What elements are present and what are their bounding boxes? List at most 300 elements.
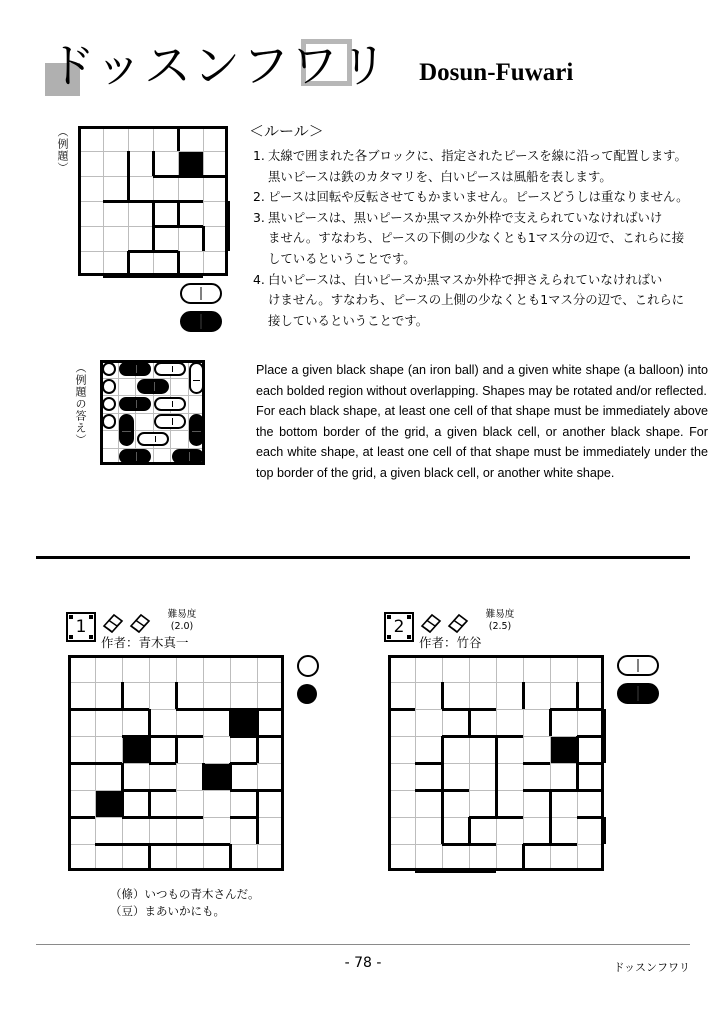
region-border [442,843,469,846]
grid-cell[interactable] [388,790,415,817]
piece-cell-divider [172,401,173,408]
example-grid [78,126,228,276]
grid-cell[interactable] [95,682,122,709]
region-border [256,709,259,736]
region-border [257,708,284,711]
grid-cell[interactable] [442,736,469,763]
grid-cell[interactable] [523,844,550,871]
grid-cell[interactable] [230,736,257,763]
grid-cell[interactable] [176,655,203,682]
piece-cell-divider [189,452,190,461]
grid-cell [128,126,153,151]
grid-cell[interactable] [469,655,496,682]
legend-piece [297,655,319,677]
grid-cell[interactable] [230,682,257,709]
grid-cell[interactable] [496,682,523,709]
piece-cell-divider [192,431,201,432]
grid-cell[interactable] [68,817,95,844]
grid-cell [203,226,228,251]
grid-cell[interactable] [415,817,442,844]
region-border [178,175,203,178]
grid-cell[interactable] [415,763,442,790]
grid-cell[interactable] [203,655,230,682]
grid-cell[interactable] [496,709,523,736]
grid-cell[interactable] [577,682,604,709]
grid-cell[interactable] [523,736,550,763]
region-border [256,817,259,844]
region-border [149,816,176,819]
grid-cell[interactable] [469,817,496,844]
grid-cell[interactable] [388,817,415,844]
answer-piece-white [154,362,186,377]
region-border [230,789,257,792]
region-border [549,817,552,844]
piece-black-circle-icon [297,684,317,704]
region-border [178,200,203,203]
grid-cell[interactable] [257,844,284,871]
grid-cell[interactable] [469,790,496,817]
region-border [257,735,284,738]
grid-cell[interactable] [176,682,203,709]
title-english: Dosun-Fuwari [419,59,574,86]
grid-cell[interactable] [442,763,469,790]
piece-cell-divider [201,287,202,300]
region-border [178,275,203,278]
region-border [549,709,552,736]
title-japanese [48,39,390,94]
legend-piece [617,683,659,704]
puzzle-1-author: 作者：青木真一 [101,635,189,650]
region-border [603,736,606,763]
puzzle-2-grid[interactable] [388,655,604,871]
grid-cell [128,201,153,226]
piece-white-domino-icon [617,655,659,676]
grid-cell [103,251,128,276]
grid-cell[interactable] [203,790,230,817]
rule-text: ピースは回転や反転させてもかまいません。ピースどうしは重なりません。 [268,189,689,205]
grid-cell[interactable] [68,763,95,790]
answer-piece-black [119,414,134,446]
region-border [496,735,523,738]
region-border [95,843,122,846]
piece-cell-divider [155,436,156,443]
region-border [441,763,444,790]
grid-cell[interactable] [577,736,604,763]
answer-piece-black [137,379,169,394]
region-border [152,151,155,176]
grid-cell [188,395,206,413]
grid-cell[interactable] [577,709,604,736]
region-border [577,762,604,765]
region-border [441,736,444,763]
region-border [441,817,444,844]
answer-piece-white [102,414,117,429]
grid-cell[interactable] [577,790,604,817]
grid-cell[interactable] [442,844,469,871]
grid-cell[interactable] [257,682,284,709]
grid-cell[interactable] [149,817,176,844]
grid-cell[interactable] [122,682,149,709]
grid-cell[interactable] [68,736,95,763]
grid-cell[interactable] [149,655,176,682]
grid-cell[interactable] [203,736,230,763]
rule-text: 黒いピースは、黒いピースか黒マスか外枠で支えられていなければいけ ません。すなわち、ピースの下側の少なくとも1マス分の辺で、これらに接 しているということです。 [268,209,685,266]
grid-cell [203,151,228,176]
grid-cell [203,176,228,201]
grid-cell[interactable] [122,763,149,790]
region-border [495,736,498,763]
region-border [149,762,176,765]
example-label: （例題） [56,126,69,174]
grid-cell[interactable] [523,709,550,736]
grid-cell [170,378,188,396]
grid-cell[interactable] [469,736,496,763]
title-japanese-text: ドッスンフワリ [48,39,390,94]
grid-cell[interactable] [257,763,284,790]
grid-cell[interactable] [68,844,95,871]
legend-piece [180,283,222,304]
region-border [177,251,180,276]
puzzle-2-author: 作者：竹谷 [419,635,482,650]
grid-cell[interactable] [388,655,415,682]
rule-item [253,208,708,270]
grid-cell-black[interactable] [203,763,230,790]
region-border [175,736,178,763]
puzzle-1-difficulty-label: 難易度 [167,609,197,620]
grid-cell[interactable] [176,763,203,790]
piece-cell-divider [136,365,137,374]
gridline [100,413,205,414]
region-border [153,200,178,203]
region-border [549,790,552,817]
english-rules [256,360,708,484]
region-border [122,816,149,819]
english-rule-paragraph: For each black shape, at least one cell of that shape must be immediately above the bottom border of the grid, a given black cell, or another black shape. For each white shape, at least one cell of that shape must be immediately under the top border of the grid, a given black cell, or another white shape. [256,404,708,480]
grid-cell[interactable] [176,709,203,736]
grid-cell[interactable] [122,790,149,817]
grid-cell [103,176,128,201]
region-border [121,763,124,790]
grid-cell[interactable] [550,763,577,790]
grid-cell[interactable] [496,655,523,682]
grid-cell[interactable] [203,817,230,844]
region-border [415,762,442,765]
region-border [550,708,577,711]
grid-cell [153,176,178,201]
grid-cell[interactable] [176,790,203,817]
grid-cell[interactable] [149,763,176,790]
region-border [230,762,257,765]
grid-cell[interactable] [122,844,149,871]
grid-cell[interactable] [149,790,176,817]
grid-cell[interactable] [149,736,176,763]
grid-cell[interactable] [68,790,95,817]
legend-piece [180,311,222,332]
grid-cell[interactable] [122,709,149,736]
footer-puzzle-name: ドッスンフワリ [613,961,690,974]
grid-cell[interactable] [122,817,149,844]
grid-cell[interactable] [577,844,604,871]
region-border [203,708,230,711]
grid-cell[interactable] [469,763,496,790]
grid-cell[interactable] [257,790,284,817]
region-border [122,735,149,738]
region-border [522,844,525,871]
grid-cell[interactable] [496,736,523,763]
grid-cell[interactable] [388,844,415,871]
grid-cell[interactable] [149,709,176,736]
puzzle-notes [110,886,260,920]
grid-cell[interactable] [122,655,149,682]
region-border [68,762,95,765]
answer-piece-black [172,449,204,464]
piece-black-domino-icon [617,683,659,704]
grid-cell[interactable] [68,655,95,682]
grid-cell[interactable] [257,817,284,844]
grid-cell[interactable] [415,736,442,763]
region-border [177,201,180,226]
answer-piece-black [119,362,151,377]
grid-cell-black[interactable] [550,736,577,763]
grid-cell[interactable] [257,655,284,682]
grid-cell[interactable] [176,817,203,844]
grid-cell[interactable] [523,682,550,709]
region-border [152,201,155,226]
region-border [577,735,604,738]
piece-black-domino-icon [180,311,222,332]
grid-cell[interactable] [257,736,284,763]
region-border [153,175,178,178]
grid-cell[interactable] [388,736,415,763]
answer-piece-white [137,432,169,447]
grid-cell[interactable] [496,844,523,871]
rule-number: 1. [253,148,265,163]
grid-cell[interactable] [95,709,122,736]
region-border [103,275,128,278]
region-border [442,870,469,873]
piece-cell-divider [122,431,131,432]
grid-cell[interactable] [203,709,230,736]
grid-cell [203,251,228,276]
grid-cell-black[interactable] [95,790,122,817]
rule-item [253,270,708,332]
puzzle-2-piece-legend [617,655,659,711]
region-border [415,789,442,792]
grid-cell [78,176,103,201]
grid-cell[interactable] [68,682,95,709]
answer-piece-black [119,449,151,464]
region-border [127,176,130,201]
grid-cell[interactable] [95,817,122,844]
legend-piece [297,684,319,704]
grid-cell[interactable] [149,844,176,871]
region-border [203,175,228,178]
region-border [127,151,130,176]
grid-cell [178,176,203,201]
grid-cell[interactable] [203,844,230,871]
grid-cell [135,413,153,431]
region-border [202,226,205,251]
grid-cell[interactable] [415,709,442,736]
grid-cell-black[interactable] [122,736,149,763]
grid-cell [153,448,171,466]
grid-cell[interactable] [469,844,496,871]
region-border [603,817,606,844]
grid-cell[interactable] [442,817,469,844]
region-border [442,789,469,792]
region-border [176,708,203,711]
grid-cell [128,251,153,276]
rule-item [253,187,708,208]
grid-cell[interactable] [388,709,415,736]
grid-cell[interactable] [95,844,122,871]
grid-cell[interactable] [550,655,577,682]
grid-cell[interactable] [415,682,442,709]
region-border [256,736,259,763]
grid-cell [128,151,153,176]
grid-cell[interactable] [442,709,469,736]
region-border [122,708,149,711]
grid-cell[interactable] [550,709,577,736]
grid-cell[interactable] [577,817,604,844]
grid-cell[interactable] [176,844,203,871]
region-border [495,763,498,790]
region-border [153,275,178,278]
puzzle-1-grid[interactable] [68,655,284,871]
answer-piece-white [102,379,117,394]
region-border [495,790,498,817]
grid-cell[interactable] [415,844,442,871]
grid-cell [178,251,203,276]
region-border [576,763,579,790]
grid-cell[interactable] [550,817,577,844]
grid-cell[interactable] [176,736,203,763]
grid-cell [203,126,228,151]
piece-white-domino-icon [180,283,222,304]
grid-cell[interactable] [95,736,122,763]
grid-cell[interactable] [415,790,442,817]
region-border [229,844,232,871]
grid-cell [100,448,118,466]
grid-cell [128,176,153,201]
grid-cell[interactable] [550,844,577,871]
region-border [178,225,203,228]
piece-cell-divider [193,380,200,381]
example-answer-label: （例題の答え） [74,362,87,446]
grid-cell[interactable] [257,709,284,736]
region-border [202,763,205,790]
region-border [230,816,257,819]
grid-cell[interactable] [415,655,442,682]
rule-number: 3. [253,209,265,225]
grid-cell[interactable] [469,709,496,736]
grid-cell[interactable] [230,763,257,790]
region-border [68,708,95,711]
piece-cell-divider [136,452,137,461]
grid-cell[interactable] [230,817,257,844]
answer-piece-black [189,414,204,446]
grid-cell[interactable] [523,763,550,790]
grid-cell[interactable] [523,655,550,682]
grid-cell[interactable] [68,709,95,736]
grid-cell[interactable] [577,763,604,790]
puzzle-1-difficulty [152,609,212,632]
rules-list [253,146,708,331]
grid-cell[interactable] [469,682,496,709]
region-border [153,250,178,253]
grid-cell [128,226,153,251]
grid-cell[interactable] [496,817,523,844]
grid-cell[interactable] [95,655,122,682]
grid-cell[interactable] [496,790,523,817]
grid-cell[interactable] [230,655,257,682]
grid-cell[interactable] [95,763,122,790]
region-border [229,763,232,790]
puzzle-2-difficulty [470,609,530,632]
region-border [128,200,153,203]
region-border [577,816,604,819]
puzzle-1-number-box [66,612,96,642]
grid-cell[interactable] [203,682,230,709]
region-border [149,843,176,846]
region-border [128,250,153,253]
rule-item [253,146,708,187]
region-border [121,790,124,817]
puzzle-2-number-box [384,612,414,642]
example-piece-legend [180,283,222,339]
grid-cell[interactable] [523,817,550,844]
grid-cell[interactable] [550,790,577,817]
note-line: （豆）まあいかにも。 [110,904,225,918]
grid-cell-black[interactable] [230,709,257,736]
region-border [176,735,203,738]
region-border [469,708,496,711]
region-border [177,126,180,151]
grid-cell[interactable] [442,682,469,709]
region-border [442,735,469,738]
region-border [95,708,122,711]
grid-cell[interactable] [149,682,176,709]
grid-cell[interactable] [230,790,257,817]
region-border [148,844,151,871]
grid-cell [78,226,103,251]
grid-cell[interactable] [442,655,469,682]
grid-cell[interactable] [230,844,257,871]
region-border [148,736,151,763]
region-border [152,226,155,251]
grid-cell [103,126,128,151]
region-border [230,735,257,738]
piece-cell-divider [201,314,202,329]
grid-cell[interactable] [496,763,523,790]
grid-cell[interactable] [550,682,577,709]
grid-cell[interactable] [577,655,604,682]
grid-cell[interactable] [388,682,415,709]
piece-white-circle-icon [297,655,319,677]
region-border [469,735,496,738]
piece-cell-divider [638,659,639,672]
region-border [523,762,550,765]
grid-cell[interactable] [442,790,469,817]
example-answer-grid [100,360,205,465]
region-border [227,201,230,226]
grid-cell[interactable] [388,763,415,790]
grid-cell-black [178,151,203,176]
answer-piece-white [154,414,186,429]
grid-cell[interactable] [523,790,550,817]
note-line: （條）いつもの青木さんだ。 [110,887,260,901]
grid-cell [170,430,188,448]
